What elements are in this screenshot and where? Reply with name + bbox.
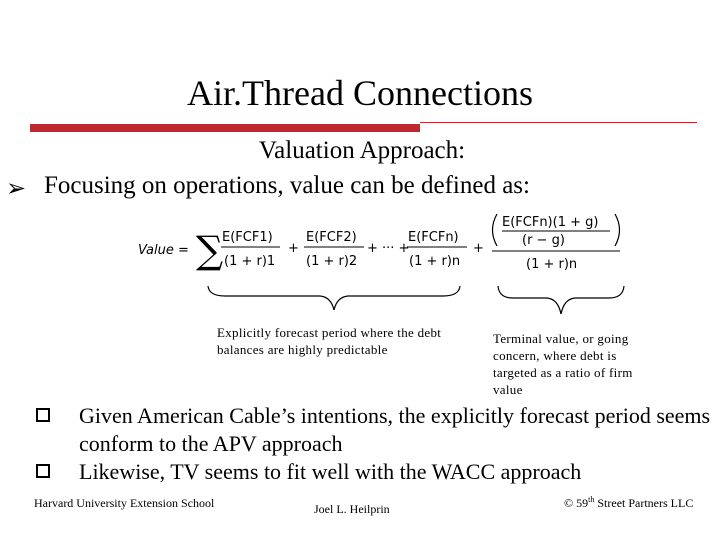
slide-subtitle: Valuation Approach: [258,137,466,164]
checkbox-bullet-icon [36,464,50,478]
valuation-formula [130,212,630,276]
footer-school: Harvard University Extension School [34,496,215,510]
termn-numerator: E(FCFn) [408,230,459,245]
tv-numerator-top: E(FCFn)(1 + g) [502,215,599,230]
arrow-bullet-icon: ➢ [6,174,27,202]
explicit-period-brace [205,284,463,314]
formula-lhs: Value = [138,243,189,258]
tv-numerator-bottom: (r − g) [522,233,565,248]
title-underline-thick [30,124,420,132]
bullet-text: Focusing on operations, value can be defined as: [44,172,530,199]
title-underline-thin [420,122,697,123]
term2-denominator: (1 + r)2 [306,254,358,269]
ellipsis: + ··· + [367,241,410,256]
sum-symbol: ∑ [196,228,224,272]
footer-copyright [564,495,693,511]
tv-denominator: (1 + r)n [526,257,578,272]
terminal-value-caption: Terminal value, or going concern, where debt is targeted as a ratio of firm value [493,331,633,397]
terminal-value-brace [495,284,627,320]
point-wacc: Likewise, TV seems to fit well with the WACC approach [79,459,582,484]
termn-denominator: (1 + r)n [409,254,461,269]
plus-1: + [288,241,299,256]
explicit-period-caption: Explicitly forecast period where the debt balances are highly predictable [217,325,442,357]
term1-numerator: E(FCF1) [222,230,273,245]
point-apv: Given American Cable’s intentions, the explicitly forecast period seems conform to the APV approach [79,403,711,456]
footer-author: Joel L. Heilprin [314,502,390,516]
checkbox-bullet-icon [36,408,50,422]
copyright-suffix: Street Partners LLC [594,496,694,510]
plus-2: + [473,241,484,256]
copyright-prefix: © 59 [564,496,589,510]
term1-denominator: (1 + r)1 [224,254,276,269]
term2-numerator: E(FCF2) [306,230,357,245]
slide-title: Air.Thread Connections [187,73,533,113]
copyright-sup: th [588,495,595,504]
